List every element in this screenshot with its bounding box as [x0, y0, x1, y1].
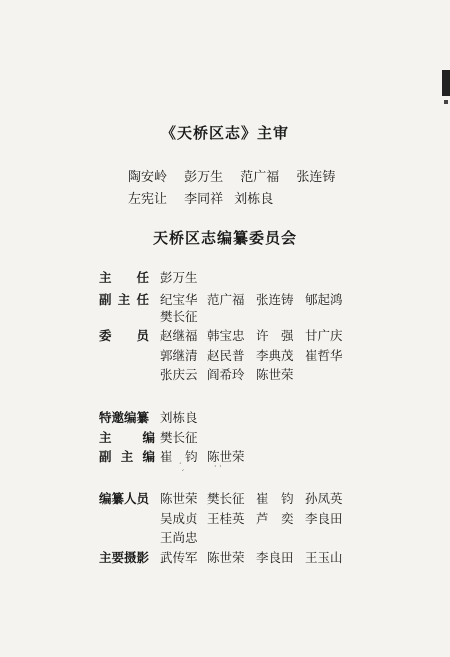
director-row — [0, 268, 450, 286]
person-name: 樊长征 — [160, 309, 198, 324]
person-name: 陈世荣 — [160, 491, 198, 506]
person-name: 樊长征 — [207, 491, 245, 506]
scan-edge-dot — [444, 100, 448, 104]
person-name: 芦 奕 — [256, 511, 294, 526]
scan-smudge: · · — [214, 462, 222, 471]
chief-review-line-2 — [128, 188, 273, 207]
person-name: 范广福 — [207, 292, 245, 307]
person-name: 李典茂 — [256, 348, 294, 363]
person-name: 吴成贞 — [160, 511, 198, 526]
person-name: 甘广庆 — [305, 328, 343, 343]
reviewer-name: 张连铸 — [296, 170, 336, 185]
person-name: 赵民普 — [207, 348, 245, 363]
person-name: 郭继清 — [160, 348, 198, 363]
person-name: 李良田 — [305, 511, 343, 526]
person-name: 郇起鸿 — [305, 292, 343, 307]
person-name: 崔哲华 — [305, 348, 343, 363]
reviewer-name: 彭万生 — [184, 170, 224, 185]
person-name: 许 强 — [256, 328, 294, 343]
person-name: 王尚忠 — [160, 530, 198, 545]
person-name: 孙凤英 — [305, 491, 343, 506]
photography-label: 主要摄影 — [99, 550, 150, 565]
compilers-row-1 — [0, 489, 450, 507]
vice-director-label: 副 主 任 — [99, 292, 149, 307]
special-editor-label: 特邀编纂 — [99, 410, 150, 425]
person-name: 赵继福 — [160, 328, 198, 343]
compilers-label: 编纂人员 — [99, 491, 150, 506]
person-name: 陈世荣 — [256, 367, 294, 382]
vice-director-row-2 — [0, 307, 450, 325]
person-name: 崔 钧 — [160, 449, 198, 464]
chief-editor-row — [0, 428, 450, 446]
deputy-editor-label: 副 主 编 — [99, 449, 155, 464]
reviewer-name: 刘栋良 — [234, 192, 274, 207]
members-row-2 — [0, 346, 450, 364]
reviewer-name: 左宪让 — [128, 192, 168, 207]
committee-title: 天桥区志编纂委员会 — [152, 229, 297, 247]
deputy-editor-row — [0, 447, 450, 465]
scan-smudge: ´ ̗ — [178, 462, 185, 471]
person-name: 张庆云 — [160, 367, 198, 382]
person-name: 韩宝忠 — [207, 328, 245, 343]
chief-review-title: 《天桥区志》主审 — [160, 124, 289, 142]
reviewer-name: 陶安岭 — [128, 170, 168, 185]
chief-review-line-1 — [128, 166, 335, 185]
photography-row — [0, 548, 450, 566]
chief-editor-label: 主 编 — [99, 430, 155, 445]
director-label: 主 任 — [99, 270, 149, 285]
person-name: 刘栋良 — [160, 410, 198, 425]
vice-director-row-1 — [0, 290, 450, 308]
person-name: 樊长征 — [160, 430, 198, 445]
person-name: 纪宝华 — [160, 292, 198, 307]
scan-edge-mark — [442, 70, 450, 96]
compilers-row-3 — [0, 528, 450, 546]
person-name: 崔 钧 — [256, 491, 294, 506]
members-row-3 — [0, 365, 450, 383]
members-row-1 — [0, 326, 450, 344]
person-name: 阎希玲 — [207, 367, 245, 382]
person-name: 陈世荣 — [207, 449, 245, 464]
person-name: 王桂英 — [207, 511, 245, 526]
members-label: 委 员 — [99, 328, 149, 343]
person-name: 彭万生 — [160, 270, 198, 285]
reviewer-name: 范广福 — [240, 170, 280, 185]
compilers-row-2 — [0, 509, 450, 527]
person-name: 张连铸 — [256, 292, 294, 307]
person-name: 武传军 — [160, 550, 198, 565]
special-editor-row — [0, 408, 450, 426]
person-name: 王玉山 — [305, 550, 343, 565]
person-name: 陈世荣 — [207, 550, 245, 565]
person-name: 李良田 — [256, 550, 294, 565]
reviewer-name: 李同祥 — [184, 192, 224, 207]
